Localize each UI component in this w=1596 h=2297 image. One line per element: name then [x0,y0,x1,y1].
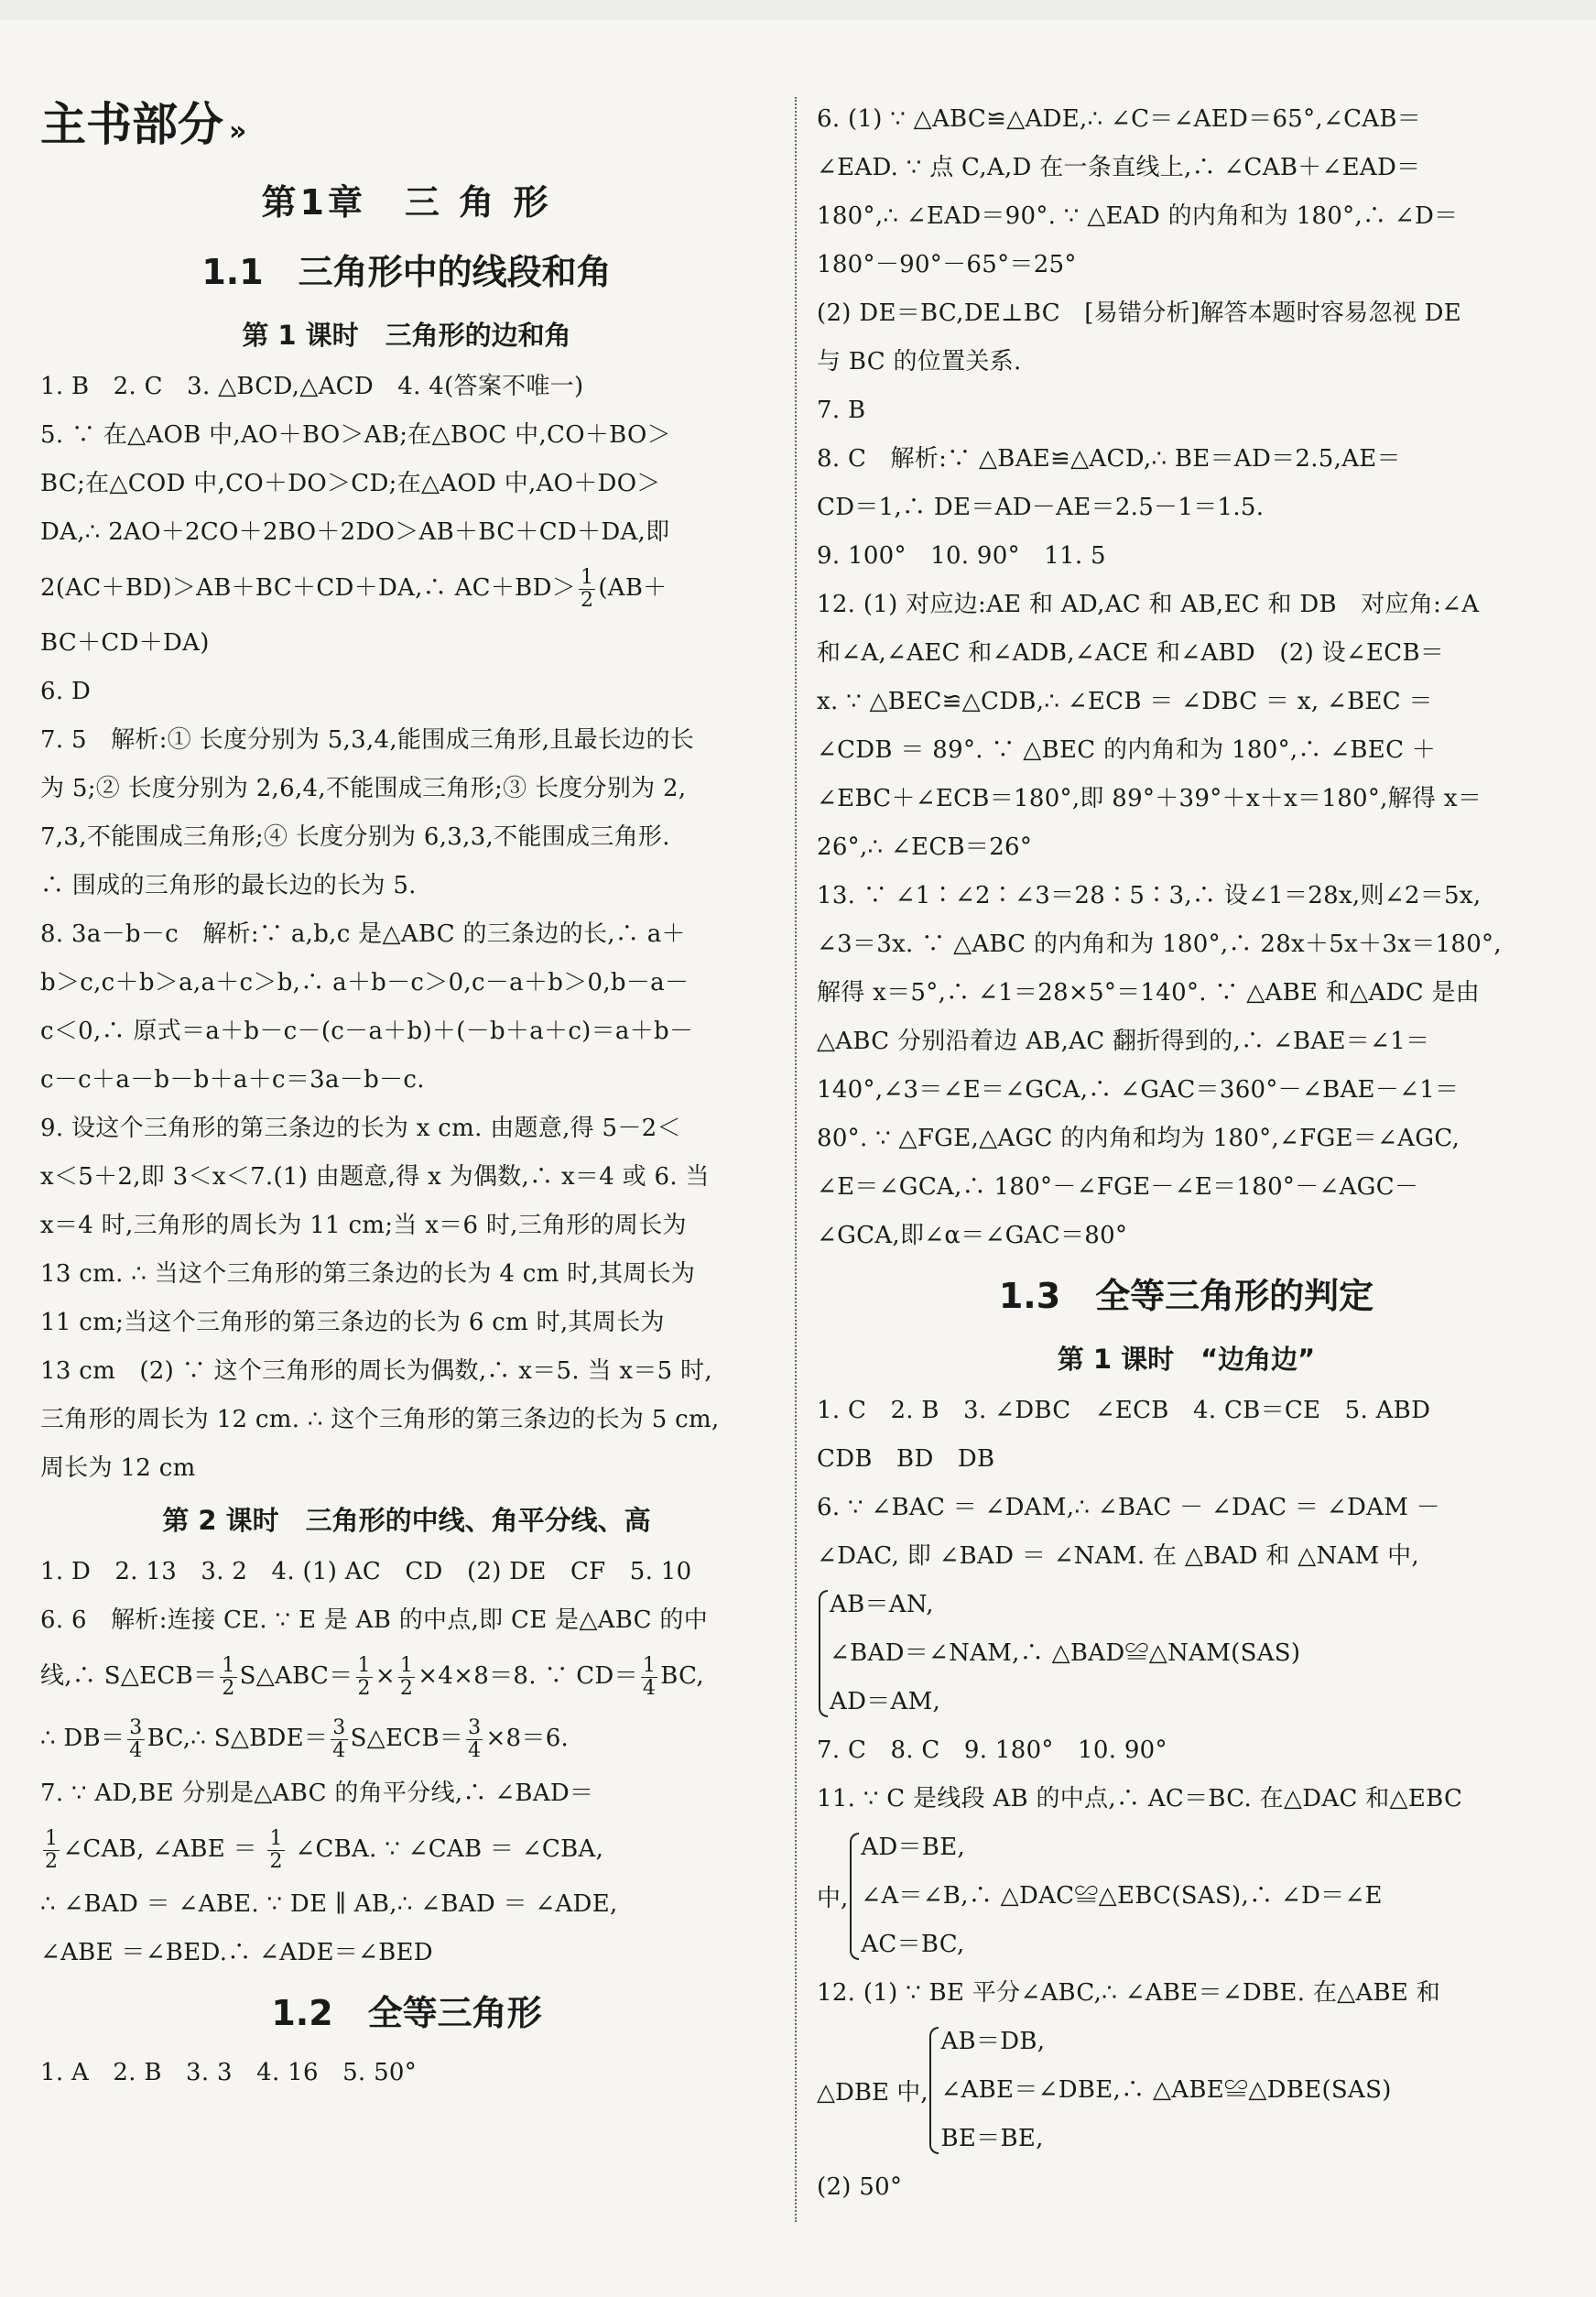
text: ∠CBA. ∵ ∠CAB ＝ ∠CBA, [287,1835,604,1863]
equation-system [848,1823,1383,1969]
text: S△ABC＝ [239,1662,353,1690]
answer-line: 12. (1) ∵ BE 平分∠ABC,∴ ∠ABE＝∠DBE. 在△ABE 和 [817,1979,1441,2007]
fraction [220,1655,236,1700]
text: BC,∴ S△BDE＝ [147,1725,329,1752]
answer-line: CDB BD DB [817,1445,995,1473]
lesson-title-1: 第 1 课时 三角形的边和角 [242,320,571,351]
answer-line: x＝4 时,三角形的周长为 11 cm;当 x＝6 时,三角形的周长为 [40,1212,687,1239]
answer-line: 1. C 2. B 3. ∠DBC ∠ECB 4. CB＝CE 5. ABD [817,1397,1431,1424]
answer-line: (2) DE＝BC,DE⊥BC [易错分析]解答本题时容易忽视 DE [817,299,1462,327]
answer-line: 8. 3a－b－c 解析:∵ a,b,c 是△ABC 的三条边的长,∴ a＋ [40,920,686,948]
answer-line: x＜5＋2,即 3＜x＜7.(1) 由题意,得 x 为偶数,∴ x＝4 或 6. 当 [40,1163,710,1191]
equation-line: AB＝AN, [830,1591,934,1618]
denominator: 2 [399,1676,414,1700]
answer-line: 6. D [40,678,92,705]
denominator: 4 [642,1676,657,1700]
numerator: 1 [399,1653,414,1677]
numerator: 1 [222,1653,235,1677]
answer-line: ∴ 围成的三角形的最长边的长为 5. [40,872,417,899]
text: × [375,1662,396,1690]
fraction [579,567,595,612]
column-divider [795,97,797,2222]
equation-system-row [817,1823,1556,1969]
answer-line: 13 cm. ∴ 当这个三角形的第三条边的长为 4 cm 时,其周长为 [40,1260,696,1288]
answer-line-with-fraction [40,557,773,619]
answer-line: ∴ ∠BAD ＝ ∠ABE. ∵ DE ∥ AB,∴ ∠BAD ＝ ∠ADE, [40,1890,618,1918]
denominator: 2 [222,1676,235,1700]
answer-line: ∠EAD. ∵ 点 C,A,D 在一条直线上,∴ ∠CAB＋∠EAD＝ [817,154,1421,181]
answer-line: 6. (1) ∵ △ABC≌△ADE,∴ ∠C＝∠AED＝65°,∠CAB＝ [817,105,1422,133]
denominator: 4 [332,1738,346,1762]
answer-line-with-fraction [40,1645,773,1707]
denominator: 4 [129,1738,143,1762]
equation-line: BE＝BE, [940,2125,1044,2152]
answer-line: △ABC 分别沿着边 AB,AC 翻折得到的,∴ ∠BAE＝∠1＝ [817,1028,1430,1055]
answer-line: 13. ∵ ∠1∶∠2∶∠3＝28∶5∶3,∴ 设∠1＝28x,则∠2＝5x, [817,882,1482,909]
answer-line: ∠GCA,即∠α＝∠GAC＝80° [817,1222,1128,1249]
left-column [40,95,773,2266]
answer-line: 8. C 解析:∵ △BAE≌△ACD,∴ BE＝AD＝2.5,AE＝ [817,445,1401,473]
numerator: 3 [468,1715,482,1739]
answer-line: 9. 100° 10. 90° 11. 5 [817,542,1106,570]
equation-line: ∠A＝∠B,∴ △DAC≌△EBC(SAS),∴ ∠D＝∠E [861,1882,1383,1910]
answer-line: 和∠A,∠AEC 和∠ADB,∠ACE 和∠ABD (2) 设∠ECB＝ [817,639,1445,667]
answer-line: 180°－90°－65°＝25° [817,251,1077,278]
equation-system-row [817,2018,1556,2163]
chapter-title: 第1章 三 角 形 [261,182,552,223]
answer-line-with-fraction [40,1707,773,1769]
answer-line: ∠3＝3x. ∵ △ABC 的内角和为 180°,∴ 28x＋5x＋3x＝180°, [817,931,1502,958]
answer-line-with-fraction [40,1818,773,1880]
fraction [466,1717,483,1762]
denominator: 4 [468,1738,482,1762]
numerator: 1 [357,1653,371,1677]
answer-line: 1. B 2. C 3. △BCD,△ACD 4. 4(答案不唯一) [40,373,584,400]
equation-line: AD＝BE, [861,1834,966,1861]
denominator: 2 [581,588,594,612]
text: △DBE 中, [817,2079,928,2106]
answer-line: 解得 x＝5°,∴ ∠1＝28×5°＝140°. ∵ △ABE 和△ADC 是由 [817,979,1481,1007]
fraction [331,1717,347,1762]
top-border-strip [0,0,1596,20]
answer-line: 11 cm;当这个三角形的第三条边的长为 6 cm 时,其周长为 [40,1309,665,1336]
denominator: 2 [357,1676,371,1700]
numerator: 1 [269,1826,283,1850]
answer-line: 26°,∴ ∠ECB＝26° [817,833,1033,861]
answer-line: DA,∴ 2AO＋2CO＋2BO＋2DO＞AB＋BC＋CD＋DA,即 [40,518,670,546]
lesson-title-1-3-1: 第 1 课时 “边角边” [1057,1344,1316,1375]
fraction [641,1655,657,1700]
fraction [43,1828,60,1873]
answer-line: 7. ∵ AD,BE 分别是△ABC 的角平分线,∴ ∠BAD＝ [40,1780,594,1807]
equation-line: ∠ABE＝∠DBE,∴ △ABE≌△DBE(SAS) [940,2076,1392,2104]
text: ∠CAB, ∠ABE ＝ [62,1835,266,1863]
answer-line: BC;在△COD 中,CO＋DO＞CD;在△AOD 中,AO＋DO＞ [40,470,661,497]
answer-line: ∠EBC＋∠ECB＝180°,即 89°＋39°＋x＋x＝180°,解得 x＝ [817,785,1482,812]
answer-line: 7,3,不能围成三角形;④ 长度分别为 6,3,3,不能围成三角形. [40,823,670,851]
equation-line: AD＝AM, [830,1688,941,1715]
numerator: 1 [581,565,594,589]
answer-line: 13 cm (2) ∵ 这个三角形的周长为偶数,∴ x＝5. 当 x＝5 时, [40,1357,712,1385]
answer-line: 7. C 8. C 9. 180° 10. 90° [817,1736,1167,1764]
answer-line: c－c＋a－b－b＋a＋c＝3a－b－c. [40,1066,425,1094]
numerator: 3 [129,1715,143,1739]
denominator: 2 [45,1849,59,1873]
answer-line: 7. 5 解析:① 长度分别为 5,3,4,能围成三角形,且最长边的长 [40,726,695,754]
numerator: 3 [332,1715,346,1739]
answer-line: (2) 50° [817,2173,903,2201]
text: BC, [660,1662,704,1690]
equation-system [928,2018,1391,2163]
answer-line: 7. B [817,397,866,424]
answer-line: x. ∵ △BEC≌△CDB,∴ ∠ECB ＝ ∠DBC ＝ x, ∠BEC ＝ [817,688,1433,715]
answer-line: 80°. ∵ △FGE,△AGC 的内角和均为 180°,∠FGE＝∠AGC, [817,1125,1460,1152]
answer-line: ∠DAC, 即 ∠BAD ＝ ∠NAM. 在 △BAD 和 △NAM 中, [817,1542,1419,1570]
answer-line: 6. ∵ ∠BAC ＝ ∠DAM,∴ ∠BAC － ∠DAC ＝ ∠DAM － [817,1494,1440,1521]
answer-line: 180°,∴ ∠EAD＝90°. ∵ △EAD 的内角和为 180°,∴ ∠D＝ [817,202,1459,230]
fraction [356,1655,373,1700]
section-title-1-3: 1.3 全等三角形的判定 [998,1276,1374,1316]
answer-line: 三角形的周长为 12 cm. ∴ 这个三角形的第三条边的长为 5 cm, [40,1406,720,1433]
answer-line: c＜0,∴ 原式＝a＋b－c－(c－a＋b)＋(－b＋a＋c)＝a＋b－ [40,1018,694,1045]
fraction [127,1717,144,1762]
answer-line: 9. 设这个三角形的第三条边的长为 x cm. 由题意,得 5－2＜ [40,1115,681,1142]
answer-page [40,95,1556,2266]
text: 线,∴ S△ECB＝ [40,1662,218,1690]
fraction [398,1655,415,1700]
equation-line: ∠BAD＝∠NAM,∴ △BAD≌△NAM(SAS) [830,1639,1301,1667]
text: 2(AC＋BD)＞AB＋BC＋CD＋DA,∴ AC＋BD＞ [40,574,577,602]
answer-line: 1. D 2. 13 3. 2 4. (1) AC CD (2) DE CF 5. 10 [40,1558,692,1585]
fraction [267,1828,284,1873]
book-part-label: 主书部分 [40,98,223,151]
text: 中, [817,1885,849,1912]
equation-line: AC＝BC, [861,1931,965,1958]
answer-line: ∠ABE ＝∠BED.∴ ∠ADE＝∠BED [40,1939,433,1966]
answer-line: 1. A 2. B 3. 3 4. 16 5. 50° [40,2059,418,2086]
answer-line: 6. 6 解析:连接 CE. ∵ E 是 AB 的中点,即 CE 是△ABC 的中 [40,1606,708,1634]
text: ×4×8＝8. ∵ CD＝ [418,1662,638,1690]
answer-line: 12. (1) 对应边:AE 和 AD,AC 和 AB,EC 和 DB 对应角:∠A [817,591,1480,618]
equation-system [817,1581,1556,1726]
answer-line: b＞c,c＋b＞a,a＋c＞b,∴ a＋b－c＞0,c－a＋b＞0,b－a－ [40,969,689,996]
lesson-title-2: 第 2 课时 三角形的中线、角平分线、高 [162,1505,651,1536]
section-title-1-1: 1.1 三角形中的线段和角 [201,252,612,292]
right-column [817,95,1556,2266]
answer-line: 周长为 12 cm [40,1454,196,1482]
answer-line: ∠CDB ＝ 89°. ∵ △BEC 的内角和为 180°,∴ ∠BEC ＋ [817,736,1437,764]
answer-line: CD＝1,∴ DE＝AD－AE＝2.5－1＝1.5. [817,494,1265,521]
answer-line: ∠E＝∠GCA,∴ 180°－∠FGE－∠E＝180°－∠AGC－ [817,1173,1419,1201]
text: ∴ DB＝ [40,1725,125,1752]
numerator: 1 [45,1826,59,1850]
denominator: 2 [269,1849,283,1873]
text: (AB＋ [598,574,668,602]
equation-line: AB＝DB, [940,2028,1046,2055]
answer-line: 与 BC 的位置关系. [817,348,1022,376]
text: S△ECB＝ [350,1725,464,1752]
book-part-title [40,95,773,169]
answer-line: 5. ∵ 在△AOB 中,AO＋BO＞AB;在△BOC 中,CO＋BO＞ [40,421,671,449]
answer-line: 为 5;② 长度分别为 2,6,4,不能围成三角形;③ 长度分别为 2, [40,775,687,802]
answer-line: BC＋CD＋DA) [40,629,210,657]
numerator: 1 [642,1653,657,1677]
section-title-1-2: 1.2 全等三角形 [271,1993,542,2033]
answer-line: 11. ∵ C 是线段 AB 的中点,∴ AC＝BC. 在△DAC 和△EBC [817,1785,1463,1813]
double-chevron-icon: » [229,115,247,147]
answer-line: 140°,∠3＝∠E＝∠GCA,∴ ∠GAC＝360°－∠BAE－∠1＝ [817,1076,1460,1104]
text: ×8＝6. [485,1725,570,1752]
